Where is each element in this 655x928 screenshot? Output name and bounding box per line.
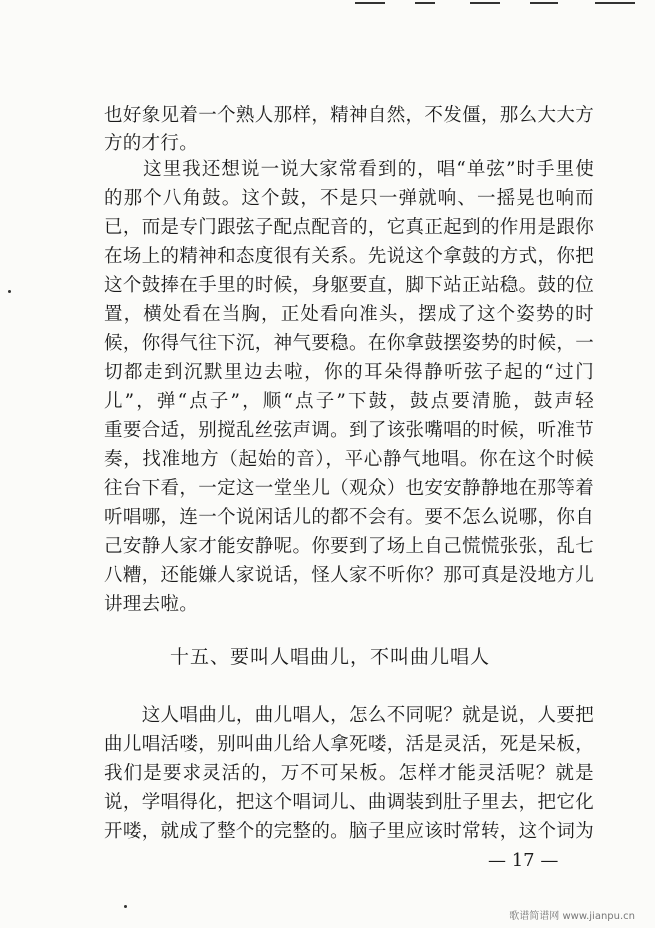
text-line: 方的才行。 bbox=[104, 133, 199, 154]
text-line: 重要合适，别搅乱丝弦声调。到了该张嘴唱的时候，听准节 bbox=[104, 420, 594, 441]
text-line: 置，横处看在当胸，正处看向准头，摆成了这个姿势的时 bbox=[104, 304, 594, 325]
text-line: 在场上的精神和态度很有关系。先说这个拿鼓的方式，你把 bbox=[104, 246, 594, 267]
text-line: 的那个八角鼓。这个鼓，不是只一弹就响、一摇晃也响而 bbox=[104, 188, 594, 209]
text-line: 切都走到沉默里边去啦，你的耳朵得静听弦子起的“过门 bbox=[104, 362, 594, 383]
text-line: 说，学唱得化，把这个唱词儿、曲调装到肚子里去，把它化 bbox=[104, 792, 594, 813]
text-line: 我们是要求灵活的，万不可呆板。怎样才能灵活呢？就是 bbox=[104, 763, 594, 784]
text-line: 儿”，弹“点子”，顺“点子”下鼓，鼓点要清脆，鼓声轻 bbox=[104, 391, 594, 412]
watermark: 歌谱简谱网 www.jianpu.cn bbox=[509, 911, 635, 922]
text-line: 八糟，还能嫌人家说话，怪人家不听你？那可真是没地方儿 bbox=[104, 565, 594, 586]
text-line: 这人唱曲儿，曲儿唱人，怎么不同呢？就是说，人要把 bbox=[104, 705, 594, 726]
text-line: 往台下看，一定这一堂坐儿（观众）也安安静静地在那等着 bbox=[104, 478, 594, 499]
text-line: 候，你得气往下沉，神气要稳。在你拿鼓摆姿势的时候，一 bbox=[104, 333, 594, 354]
text-line: 奏，找准地方（起始的音），平心静气地唱。你在这个时候 bbox=[104, 449, 594, 470]
text-line: 也好象见着一个熟人那样，精神自然，不发僵，那么大大方 bbox=[104, 105, 594, 126]
text-line: 己安静人家才能安静呢。你要到了场上自己慌慌张张，乱七 bbox=[104, 536, 594, 557]
scan-speck bbox=[8, 290, 11, 293]
text-line: 开喽，就成了整个的完整的。脑子里应该时常转，这个词为 bbox=[104, 821, 594, 842]
text-line: 听唱哪，连一个说闲话儿的都不会有。要不怎么说哪，你自 bbox=[104, 507, 594, 528]
top-edge-rules bbox=[345, 0, 655, 6]
text-line: 讲理去啦。 bbox=[104, 594, 199, 615]
text-line: 这里我还想说一说大家常看到的，唱“单弦”时手里使 bbox=[104, 159, 594, 180]
text-line: 已，而是专门跟弦子配点配音的，它真正起到的作用是跟你 bbox=[104, 217, 594, 238]
section-heading: 十五、要叫人唱曲儿，不叫曲儿唱人 bbox=[170, 646, 491, 668]
text-line: 这个鼓捧在手里的时候，身躯要直，脚下站正站稳。鼓的位 bbox=[104, 275, 594, 296]
text-line: 曲儿唱活喽，别叫曲儿给人拿死喽，活是灵活，死是呆板， bbox=[104, 734, 594, 755]
scan-speck bbox=[124, 905, 127, 908]
page-number: — 17 — bbox=[488, 850, 559, 871]
